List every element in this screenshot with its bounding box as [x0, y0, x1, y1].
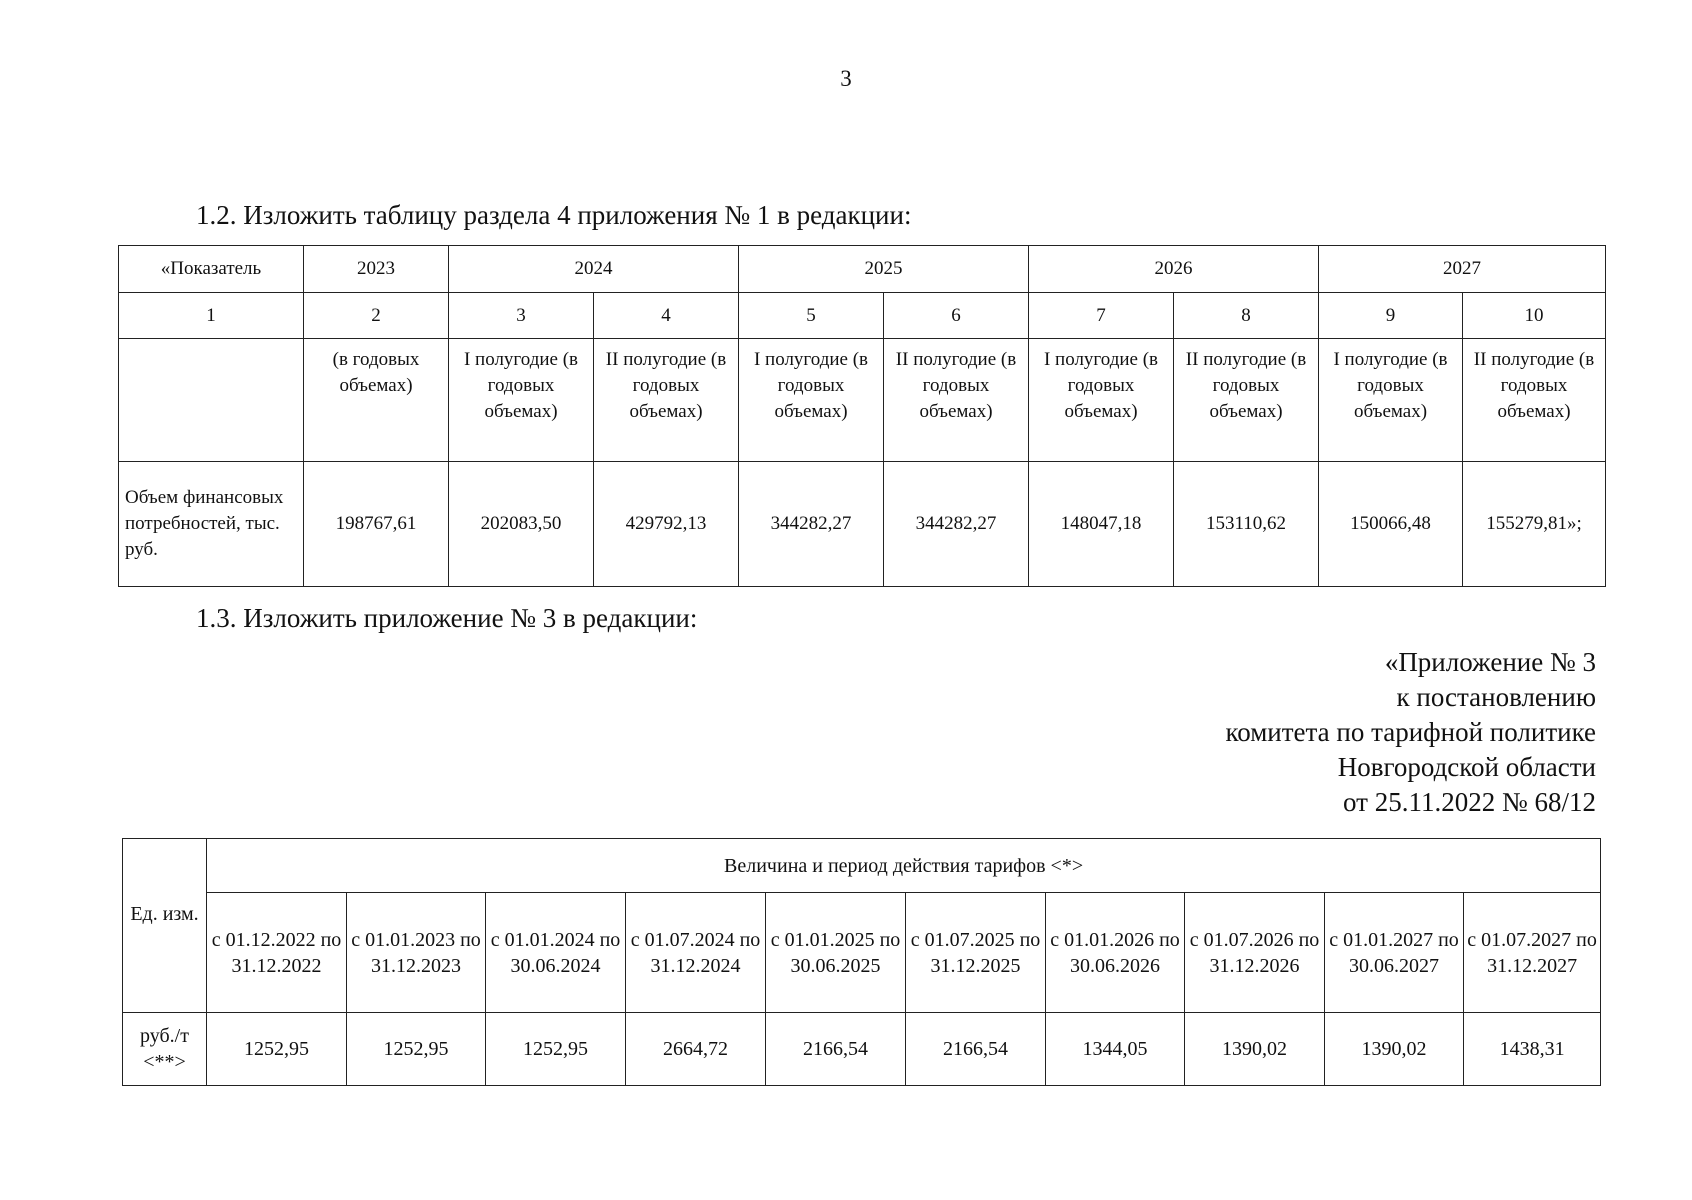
year-header: 2024: [449, 246, 739, 293]
period-header: с 01.01.2023 по 31.12.2023: [347, 893, 486, 1013]
subheader-cell: I полугодие (в годовых объемах): [449, 339, 594, 462]
tariff-value: 2664,72: [626, 1013, 766, 1086]
period-header: с 01.01.2025 по 30.06.2025: [766, 893, 906, 1013]
subheader-cell: II полугодие (в годовых объемах): [1463, 339, 1606, 462]
indicator-header: «Показатель: [119, 246, 304, 293]
value-cell: 429792,13: [594, 462, 739, 587]
value-cell: 198767,61: [304, 462, 449, 587]
subheader-cell: II полугодие (в годовых объемах): [884, 339, 1029, 462]
period-header: с 01.07.2025 по 31.12.2025: [906, 893, 1046, 1013]
appendix-reference: [1225, 645, 1596, 820]
period-header: с 01.07.2027 по 31.12.2027: [1464, 893, 1601, 1013]
appendix-line: к постановлению: [1396, 682, 1596, 712]
page-number: 3: [840, 66, 852, 91]
section-1-2-heading: 1.2. Изложить таблицу раздела 4 приложения № 1 в редакции:: [196, 200, 912, 230]
row-label: Объем финансовых потребностей, тыс. руб.: [119, 462, 304, 587]
subheader-cell: II полугодие (в годовых объемах): [594, 339, 739, 462]
value-cell: 153110,62: [1174, 462, 1319, 587]
value-cell: 150066,48: [1319, 462, 1463, 587]
value-cell: 148047,18: [1029, 462, 1174, 587]
year-header: 2023: [304, 246, 449, 293]
period-header: с 01.01.2024 по 30.06.2024: [486, 893, 626, 1013]
subheader-cell: I полугодие (в годовых объемах): [1319, 339, 1463, 462]
unit-cell: руб./т <**>: [123, 1013, 207, 1086]
column-number: 5: [739, 293, 884, 339]
tariff-value: 2166,54: [906, 1013, 1046, 1086]
subheader-cell: I полугодие (в годовых объемах): [1029, 339, 1174, 462]
year-header: 2025: [739, 246, 1029, 293]
year-header: 2027: [1319, 246, 1606, 293]
column-number: 7: [1029, 293, 1174, 339]
period-header: с 01.01.2027 по 30.06.2027: [1325, 893, 1464, 1013]
appendix-line: «Приложение № 3: [1384, 647, 1596, 677]
column-number: 6: [884, 293, 1029, 339]
period-header: с 01.07.2024 по 31.12.2024: [626, 893, 766, 1013]
column-number: 1: [119, 293, 304, 339]
period-header: с 01.07.2026 по 31.12.2026: [1185, 893, 1325, 1013]
section-1-3-heading: 1.3. Изложить приложение № 3 в редакции:: [196, 603, 698, 633]
value-cell: 344282,27: [739, 462, 884, 587]
period-header: с 01.01.2026 по 30.06.2026: [1046, 893, 1185, 1013]
tariff-value: 1438,31: [1464, 1013, 1601, 1086]
subheader-cell: (в годовых объемах): [304, 339, 449, 462]
tariff-value: 1252,95: [347, 1013, 486, 1086]
tariff-value: 1252,95: [486, 1013, 626, 1086]
column-number: 2: [304, 293, 449, 339]
tariff-table: [122, 838, 1601, 1086]
subheader-cell: II полугодие (в годовых объемах): [1174, 339, 1319, 462]
unit-header: Ед. изм.: [123, 839, 207, 1013]
period-header: с 01.12.2022 по 31.12.2022: [207, 893, 347, 1013]
tariff-value: 1390,02: [1185, 1013, 1325, 1086]
subheader-cell: I полугодие (в годовых объемах): [739, 339, 884, 462]
column-number: 3: [449, 293, 594, 339]
value-cell: 155279,81»;: [1463, 462, 1606, 587]
appendix-line: Новгородской области: [1337, 752, 1596, 782]
tariff-value: 1252,95: [207, 1013, 347, 1086]
column-number: 9: [1319, 293, 1463, 339]
column-number: 8: [1174, 293, 1319, 339]
tariff-value: 2166,54: [766, 1013, 906, 1086]
subheader-cell: [119, 339, 304, 462]
column-number: 10: [1463, 293, 1606, 339]
value-cell: 202083,50: [449, 462, 594, 587]
tariff-value: 1390,02: [1325, 1013, 1464, 1086]
tariff-value: 1344,05: [1046, 1013, 1185, 1086]
tariff-group-header: Величина и период действия тарифов <*>: [207, 839, 1601, 893]
year-header: 2026: [1029, 246, 1319, 293]
financial-needs-table: [118, 245, 1606, 587]
column-number: 4: [594, 293, 739, 339]
appendix-line: от 25.11.2022 № 68/12: [1343, 787, 1596, 817]
value-cell: 344282,27: [884, 462, 1029, 587]
appendix-line: комитета по тарифной политике: [1225, 717, 1596, 747]
